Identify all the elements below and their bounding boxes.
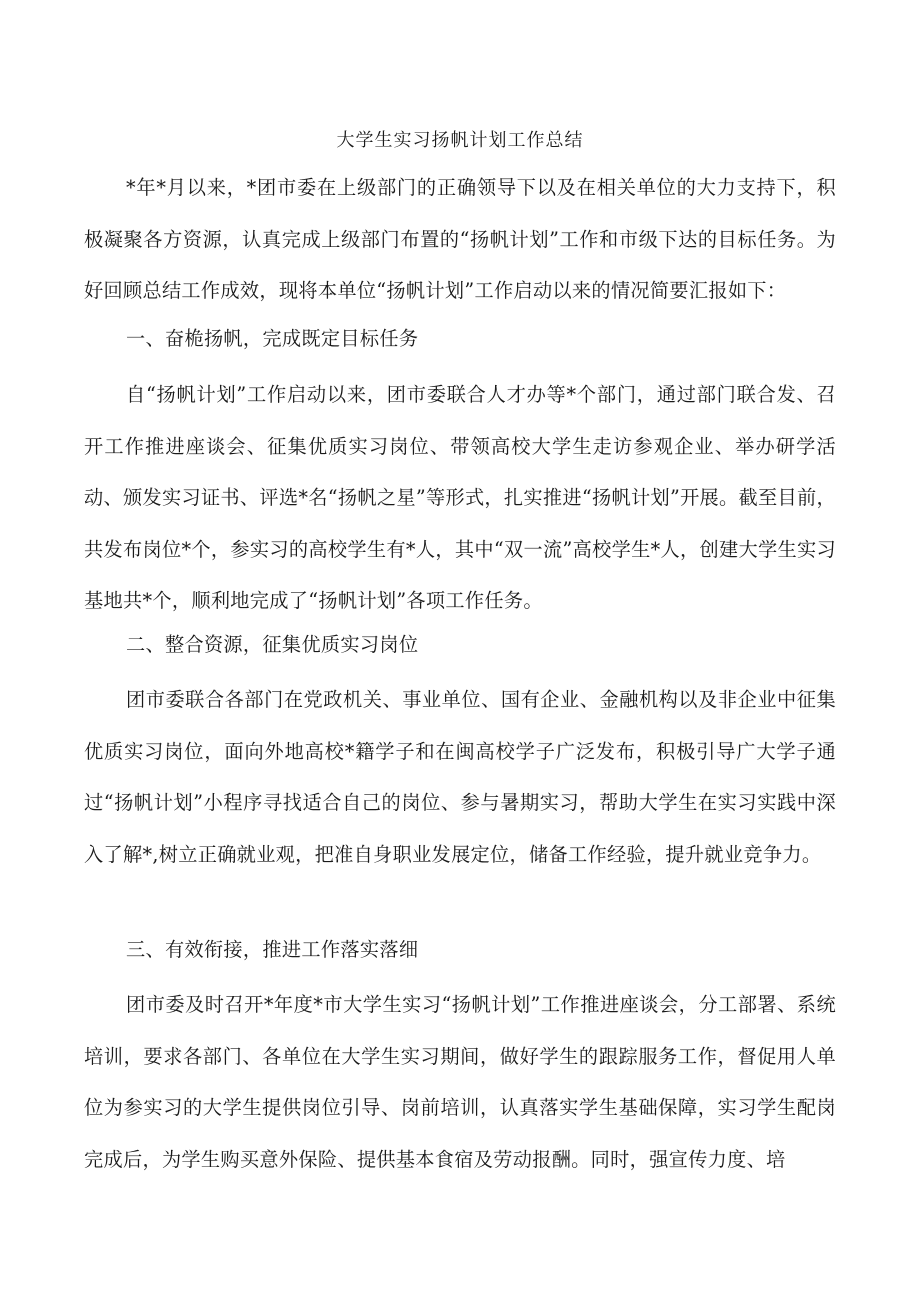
section-3-heading: 三、有效衔接，推进工作落实落细	[126, 938, 419, 961]
section-1-paragraph: 自“扬帆计划”工作启动以来，团市委联合人才办等*个部门，通过部门联合发、召开工作推进座谈会、征集优质实习岗位、带领高校大学生走访参观企业、举办研学活动、颁发实习证书、评选*名“扬帆之星”等形式，扎实推进“扬帆计划”开展。截至目前，共发布岗位*个，参实习的高校学生有*人，其中“双一流”高校学生*人，创建大学生实习基地共*个，顺利地完成了“扬帆计划”各项工作任务。	[84, 383, 836, 612]
section-2-paragraph: 团市委联合各部门在党政机关、事业单位、国有企业、金融机构以及非企业中征集优质实习岗位，面向外地高校*籍学子和在闽高校学子广泛发布，积极引导广大学子通过“扬帆计划”小程序寻找适合自己的岗位、参与暑期实习，帮助大学生在实习实践中深入了解*,树立正确就业观，把准自身职业发展定位，储备工作经验，提升就业竞争力。	[84, 688, 836, 866]
section-3-paragraph: 团市委及时召开*年度*市大学生实习“扬帆计划”工作推进座谈会，分工部署、系统培训，要求各部门、各单位在大学生实习期间，做好学生的跟踪服务工作，督促用人单位为参实习的大学生提供岗位引导、岗前培训，认真落实学生基础保障，实习学生配岗完成后，为学生购买意外保险、提供基本食宿及劳动报酬。同时，强宣传力度、培	[84, 993, 836, 1171]
section-1-heading: 一、奋桅扬帆，完成既定目标任务	[126, 327, 419, 350]
section-2-heading: 二、整合资源，征集优质实习岗位	[126, 633, 419, 656]
intro-paragraph: *年*月以来，*团市委在上级部门的正确领导下以及在相关单位的大力支持下，积极凝聚各方资源，认真完成上级部门布置的“扬帆计划”工作和市级下达的目标任务。为好回顾总结工作成效，现将本单位“扬帆计划”工作启动以来的情况简要汇报如下：	[84, 176, 836, 302]
document-title: 大学生实习扬帆计划工作总结	[336, 130, 584, 151]
